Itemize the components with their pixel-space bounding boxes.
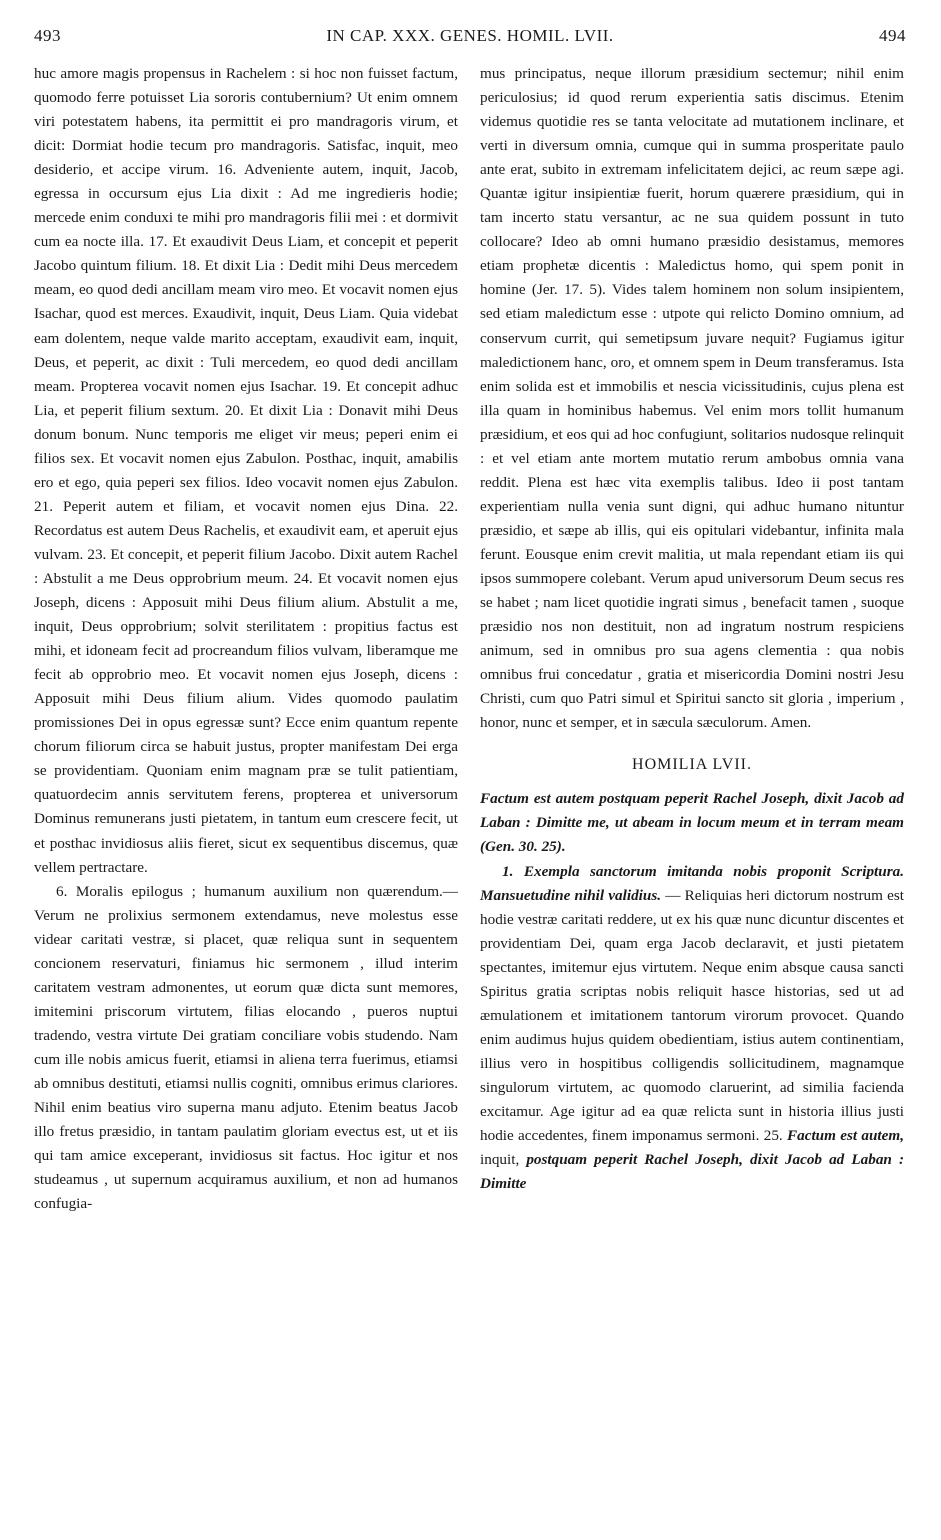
left-paragraph-moral-epilogue: 6. Moralis epilogus ; humanum auxilium non quærendum.—Verum ne prolixius sermonem extendamus, neve molestus esse videar caritati vestræ, si placet, quæ reliqua sunt in sequentem concionem reservaturi, finiamus hic sermonem , illud interim caritatem vestram admonentes, ut eorum quæ dicta sunt memores, imitemini priscorum virtutem, filias elocando , pueros nuptui tradendo, vestra virtute Dei gratiam conciliare vobis studendo. Nam cum ille nobis amicus fuerit, etiamsi in aliena terra fuerimus, etiamsi ab omnibus destituti, etiamsi nullis cogniti, omnibus erimus clariores. Nihil enim beatius viro superna manu adjuto. Etenim beatus Jacob illo fretus præsidio, in tantam paulatim gloriam evectus est, ut et iis qui tam amice exceperant, invidiosus sit factus. Hoc igitur et nos studeamus , ut supernum acquiramus auxilium, et non ad humanos confugia-: [34, 882, 458, 1213]
page-number-right: 494: [879, 26, 906, 45]
inquit-text: inquit,: [480, 1151, 527, 1169]
left-paragraph-continuation: huc amore magis propensus in Rachelem : si hoc non fuisset factum, quomodo ferre potuisset Lia sororis contubernium? Ut enim omnem viri potestatem habens, ita permittit ei pro mandragoris virum, et dicit: Dormiat hodie tecum pro mandragoris. Satisfac, inquit, meo desiderio, et accipe virum. 16. Adveniente autem, inquit, Jacob, egressa in occursum ejus Lia dixit : Ad me ingredieris hodie; mercede enim conduxi te mihi pro mandragoris filii mei : et dormivit cum ea nocte illa. 17. Et exaudivit Deus Liam, et concepit et peperit Jacobo quintum filium. 18. Et dixit Lia : Dedit mihi Deus mercedem meam, eo quod dedi ancillam meam viro meo. Et vocavit nomen ejus Isachar, quod est merces. Exaudivit, inquit, Deus Liam. Quia videbat eam dolentem, neque valde marito acceptam, exaudivit eam, inquit, Deus, et peperit, ac dixit : Tuli mercedem, eo quod dedi ancillam meam. Propterea vocavit nomen ejus Isachar. 19. Et concepit adhuc Lia, et peperit filium sextum. 20. Et dixit Lia : Donavit mihi Deus donum bonum. Nunc temporis me eliget vir meus; peperi enim ei filios sex. Et vocavit nomen ejus Zabulon. Posthac, inquit, amabilis ero et ego, quia peperi sex filios. Ideo vocavit nomen ejus Zabulon. 21. Peperit autem et filiam, et vocavit nomen ejus Dina. 22. Recordatus est autem Deus Rachelis, et exaudivit eam, et aperuit ejus vulvam. 23. Et concepit, et peperit filium Jacobo. Dixit autem Rachel : Abstulit a me Deus opprobrium meum. 24. Et vocavit nomen ejus Joseph, dicens : Apposuit mihi Deus filium alium. Abstulit a me, inquit, Deus opprobrium; solvit sterilitatem : propitius factus est mihi, et idoneam fecit ad procreandum filios vulvam, liberamque me fecit ab opprobrio meo. Et vocavit nomen ejus Joseph, dicens : Apposuit mihi Deus filium alium. Vides quomodo paulatim promissiones Dei in opus egressæ sunt? Ecce enim quantum repente chorum filiorum circa se habuit justus, propter manifestam Dei erga se providentiam. Quoniam enim magnam præ se tulit patientiam, quatuordecim annis servitutem ferens, propterea et universorum Dominus remunerans justi pietatem, in tantum eum crescere fecit, ut et posthac invidiosus aliis fieret, sicut ex sequentibus discemus, quæ vellem pertractare.: [34, 65, 458, 876]
homily-title: HOMILIA LVII.: [632, 756, 752, 774]
left-column: [34, 62, 458, 1216]
scripture-quote-end: postquam peperit Rachel Joseph, dixit Jacob ad Laban : Dimitte: [480, 1151, 904, 1193]
paragraph-heading: 1. Exempla sanctorum imitanda nobis proponit Scriptura. Mansuetudine nihil validius.: [480, 862, 904, 904]
page-number-left: 493: [34, 26, 61, 45]
homily-paragraph-1: [480, 860, 904, 1197]
right-paragraph-continuation: mus principatus, neque illorum præsidium sectemur; nihil enim periculosius; id quod rerum experientia satis discimus. Etenim videmus quotidie res se tanta velocitate ad mutationem inclinare, et verti in diversum omnia, cumque qui in summa prosperitate paulo ante erat, subito in extremam infelicitatem dejici, ac reum sæpe agi. Quantæ igitur insipientiæ fuerit, horum quærere præsidium, qui in tam incerto statu versantur, ac ne sua quidem possunt in tuto collocare? Ideo ab omni humano præsidio desistamus, memores etiam prophetæ dicentis : Maledictus homo, qui spem ponit in homine (Jer. 17. 5). Vides talem hominem non solum insipientem, sed etiam maledictum esse : utpote qui relicto Domino omnium, ad conservum currit, qui semetipsum juvare nequit? Fugiamus igitur maledictionem hanc, oro, et omnem spem in Deum transferamus. Ista enim solida est et immobilis et nescia vicissitudinis, cujus plena est illa quam in hominibus habemus. Vel enim mors tollit humanum præsidium, et eos qui ad hoc confugiunt, solitarios nudosque relinquit : et vel etiam ante mortem mutatio rerum ambobus omnia vana reddit. Plena est hæc vita exemplis talibus. Ideo ii post tantam experientiam nulla venia sunt digni, qui adhuc humano nituntur præsidio, et sæpe ab illis, qui eis opitulari videbantur, infinita mala ferunt. Eousque enim crevit malitia, ut mala rependant etiam iis qui ipsos summopere colebant. Verum apud universorum Deum secus res se habet ; nam licet quotidie ingrati simus , benefacit tamen , suoque præsidio nos non destituit, non ad ingratum nostrum respiciens animum, sed in omnibus pro sua agens clementia : qua nobis omnibus frui concedatur , gratia et misericordia Domini nostri Jesu Christi, cum quo Patri simul et Spiritui sancto sit gloria , imperium , honor, nunc et semper, et in sæcula sæculorum. Amen.: [480, 65, 904, 732]
scripture-quote-start: Factum est autem,: [787, 1127, 904, 1145]
homily-summary: Factum est autem postquam peperit Rachel Joseph, dixit Jacob ad Laban : Dimitte me, ut abeam in locum meum et in terram meam (Gen. 30. 25).: [480, 790, 904, 856]
running-header: [34, 26, 906, 54]
paragraph-body: — Reliquias heri dictorum nostrum est hodie vestræ caritati reddere, ut ex his quæ nunc dicuntur discentes et providentiam Dei, quam erga Jacob declaravit, et justi pietatem spectantes, imitemur ejus virtutem. Neque enim absque causa sancti Spiritus gratia scriptas nobis reliquit hasce historias, sed ut ad æmulationem et imitationem tantorum virorum provocet. Quando enim audimus hujus quidem obedientiam, istius autem continentiam, illius vero in hospitibus colligendis sollicitudinem, magnamque singulorum virtutem, ac quomodo claruerint, ad similia facienda excitamur. Age igitur ad ea quæ relicta sunt in historia illius justi hodie accedentes, finem imponamus sermoni. 25.: [480, 886, 905, 1145]
running-title: IN CAP. XXX. GENES. HOMIL. LVII.: [326, 26, 614, 45]
right-column: [480, 62, 904, 1196]
